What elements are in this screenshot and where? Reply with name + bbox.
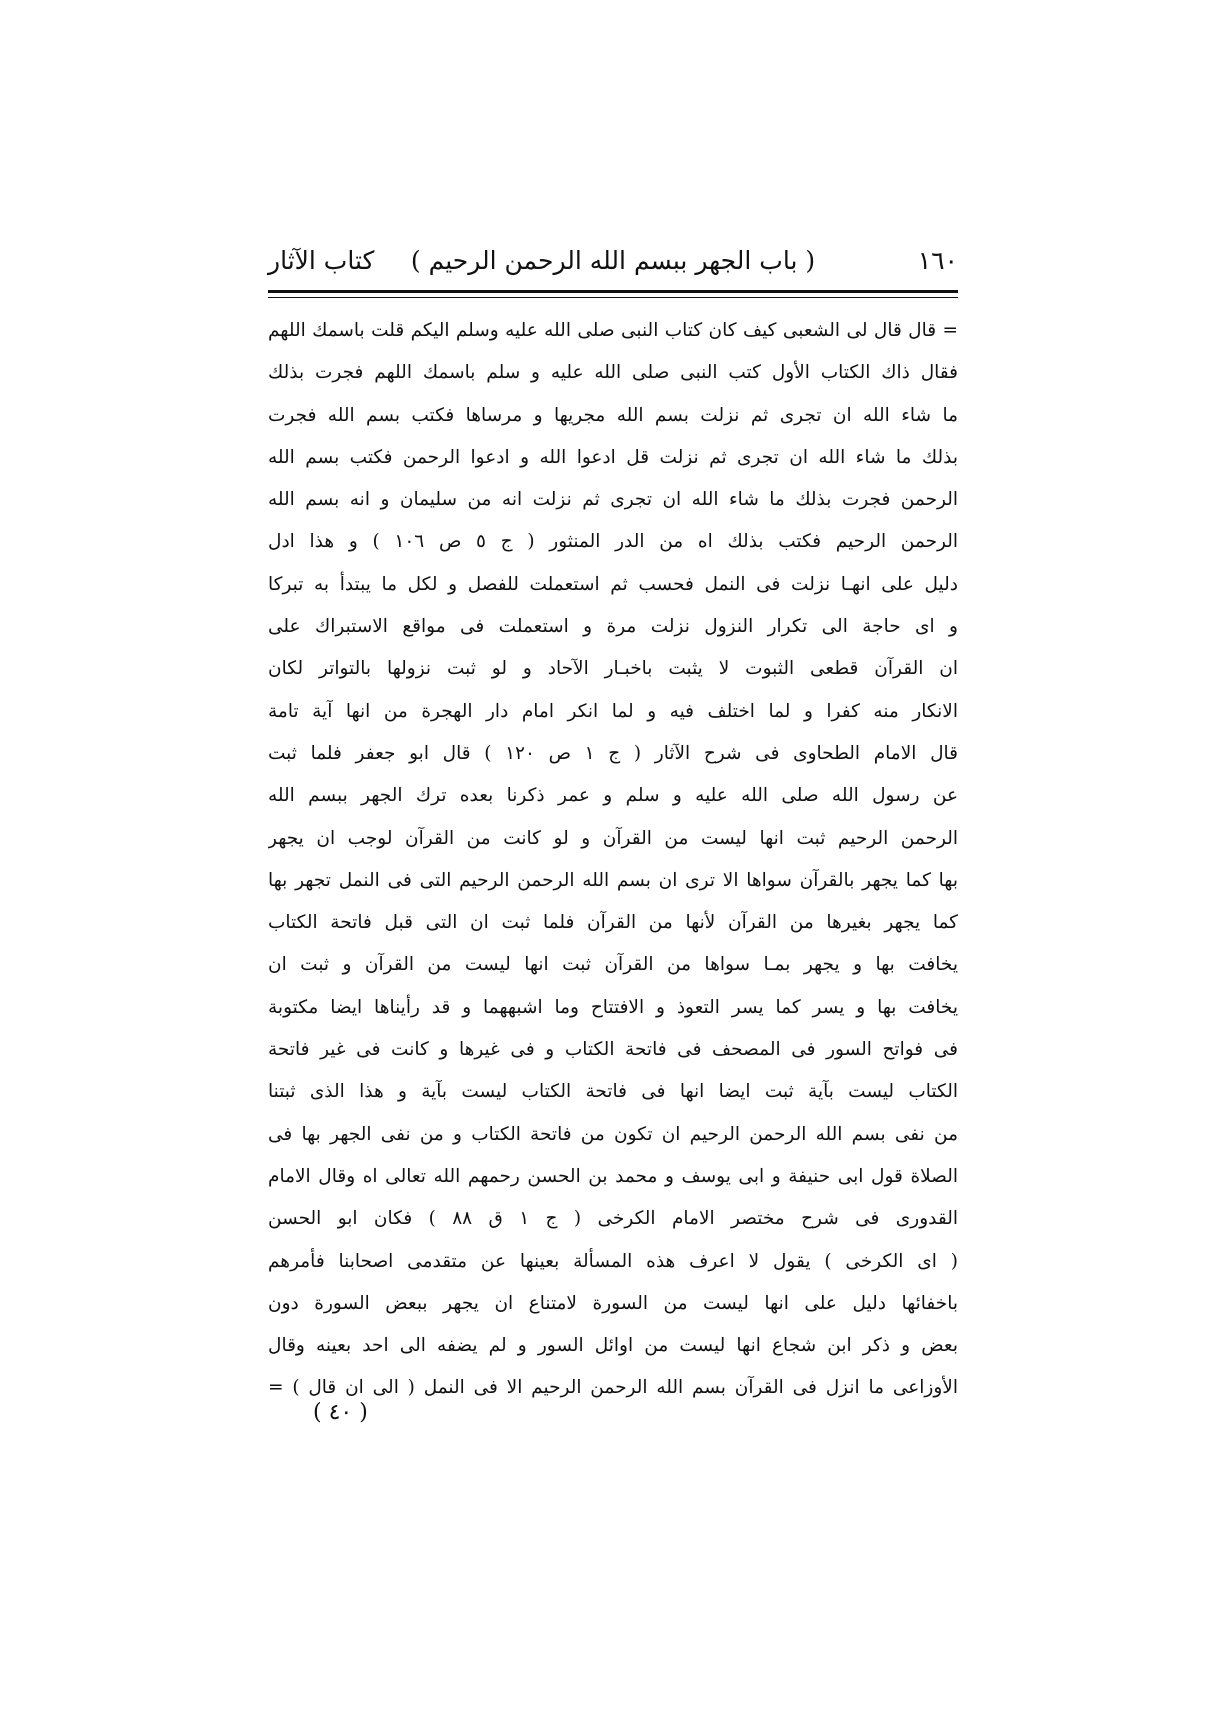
header-rule-thick	[268, 290, 958, 293]
text-line: فى فواتح السور فى المصحف فى فاتحة الكتاب و فى غيرها و كانت فى غير فاتحة	[268, 1039, 958, 1061]
page-number: ١٦٠	[917, 246, 958, 275]
text-line: ما شاء الله ان تجرى ثم نزلت بسم الله مجريها و مرساها فكتب بسم الله فجرت	[268, 404, 958, 426]
chapter-title: ( باب الجهر ببسم الله الرحمن الرحيم )	[410, 246, 816, 275]
text-line: الرحمن الرحيم فكتب بذلك اه من الدر المنثور ( ج ٥ ص ١٠٦ ) و هذا ادل	[268, 531, 958, 553]
text-line: يخافت بها و يجهر بمـا سواها من القرآن ثبت انها ليست من القرآن و ثبت ان	[268, 954, 958, 976]
text-line: = قال قال لى الشعبى كيف كان كتاب النبى صلى الله عليه وسلم اليكم قلت باسمك اللهم	[268, 320, 958, 341]
text-line: القدورى فى شرح مختصر الامام الكرخى ( ج ١ ق ٨٨ ) فكان ابو الحسن	[268, 1208, 958, 1230]
text-line: الانكار منه كفرا و لما اختلف فيه و لما انكر امام دار الهجرة من انها آية تامة	[268, 700, 958, 722]
body-text	[268, 310, 958, 1410]
text-line: دليل على انهـا نزلت فى النمل فحسب ثم استعملت للفصل و لكل ما يبتدأ به تبركا	[268, 573, 958, 595]
text-line: بذلك ما شاء الله ان تجرى ثم نزلت قل ادعوا الله و ادعوا الرحمن فكتب بسم الله	[268, 446, 958, 468]
text-line: و اى حاجة الى تكرار النزول نزلت مرة و استعملت فى مواقع الاستبراك على	[268, 616, 958, 638]
text-line: الرحمن فجرت بذلك ما شاء الله ان تجرى ثم نزلت انه من سليمان و انه بسم الله	[268, 489, 958, 511]
text-line: الكتاب ليست بآية ثبت ايضا انها فى فاتحة الكتاب ليست بآية و هذا الذى ثبتنا	[268, 1081, 958, 1103]
text-line: من نفى بسم الله الرحمن الرحيم ان تكون من فاتحة الكتاب و من نفى الجهر بها فى	[268, 1123, 958, 1145]
text-line: ان القرآن قطعى الثبوت لا يثبت باخبـار الآحاد و لو ثبت نزولها بالتواتر لكان	[268, 658, 958, 680]
signature-mark: ( ٤٠ )	[313, 1400, 368, 1425]
text-line: باخفائها دليل على انها ليست من السورة لامتناع ان يجهر ببعض السورة دون	[268, 1292, 958, 1314]
header-rule-thin	[268, 297, 958, 298]
text-line: كما يجهر بغيرها من القرآن لأنها من القرآن فلما ثبت ان التى قبل فاتحة الكتاب	[268, 912, 958, 934]
text-line: فقال ذاك الكتاب الأول كتب النبى صلى الله عليه و سلم باسمك اللهم فجرت بذلك	[268, 362, 958, 384]
text-line: بها كما يجهر بالقرآن سواها الا ترى ان بسم الله الرحمن الرحيم التى فى النمل تجهر بها	[268, 869, 958, 891]
text-line: بعض و ذكر ابن شجاع انها ليست من اوائل السور و لم يضفه الى احد بعينه وقال	[268, 1335, 958, 1357]
text-line: الأوزاعى ما انزل فى القرآن بسم الله الرحمن الرحيم الا فى النمل ( الى ان قال ) =	[268, 1377, 958, 1399]
text-line: يخافت بها و يسر كما يسر التعوذ و الافتتاح وما اشبههما و قد رأيناها ايضا مكتوبة	[268, 996, 958, 1018]
book-title: كتاب الآثار	[268, 246, 375, 275]
text-line: ( اى الكرخى ) يقول لا اعرف هذه المسألة بعينها عن متقدمى اصحابنا فأمرهم	[268, 1250, 958, 1272]
text-line: الرحمن الرحيم ثبت انها ليست من القرآن و لو كانت من القرآن لوجب ان يجهر	[268, 827, 958, 849]
text-line: الصلاة قول ابى حنيفة و ابى يوسف و محمد بن الحسن رحمهم الله تعالى اه وقال الامام	[268, 1165, 958, 1187]
text-line: قال الامام الطحاوى فى شرح الآثار ( ج ١ ص ١٢٠ ) قال ابو جعفر فلما ثبت	[268, 742, 958, 764]
text-line: عن رسول الله صلى الله عليه و سلم و عمر ذكرنا بعده ترك الجهر ببسم الله	[268, 785, 958, 807]
page-header	[268, 240, 958, 286]
page-footer	[268, 1400, 958, 1440]
